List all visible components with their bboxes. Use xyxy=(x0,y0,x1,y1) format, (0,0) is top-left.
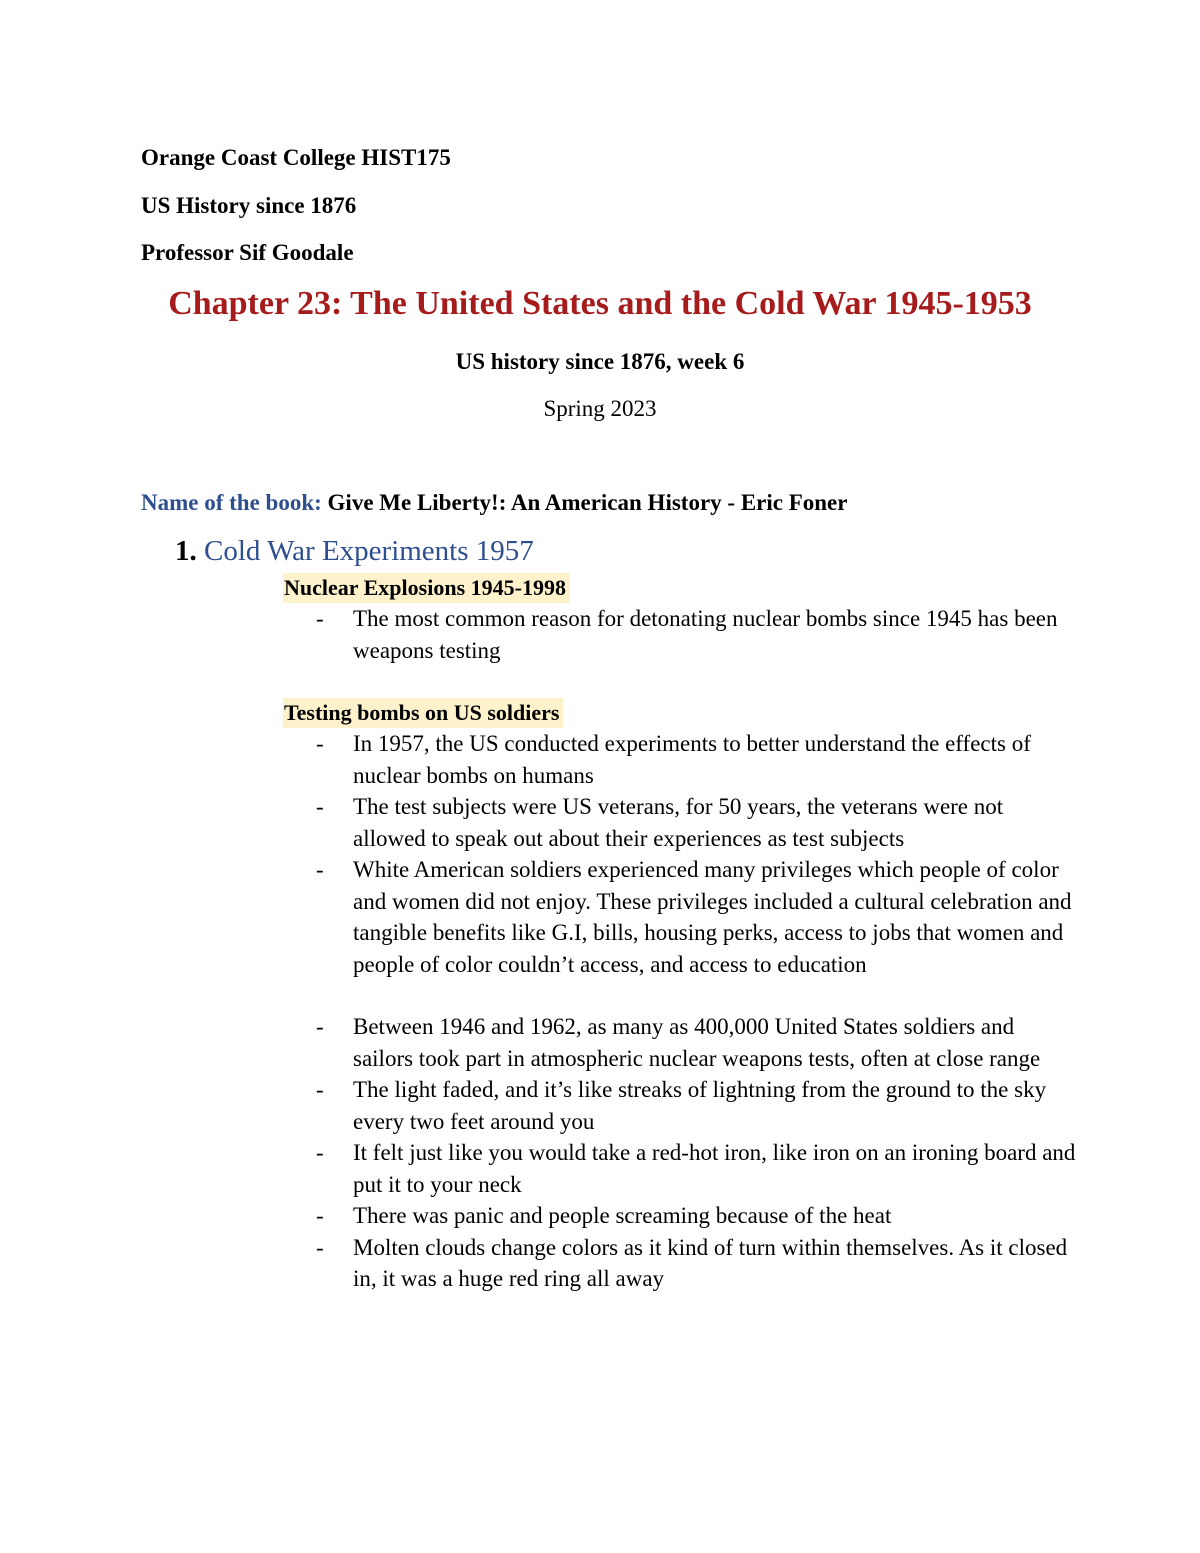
list-item xyxy=(316,1074,1076,1137)
bullet-marker: - xyxy=(316,1140,324,1165)
section-heading xyxy=(175,535,534,568)
term: Spring 2023 xyxy=(543,396,657,421)
list-spacer xyxy=(316,980,1076,1011)
bullet-marker: - xyxy=(316,1234,324,1260)
bullet-marker: - xyxy=(316,1203,324,1228)
list-item xyxy=(316,1011,1076,1074)
week-subtitle: US history since 1876, week 6 xyxy=(455,349,745,374)
bullet-marker: - xyxy=(316,794,324,819)
bullet-marker: - xyxy=(316,1014,324,1039)
list-item xyxy=(316,1200,1076,1232)
book-title: Give Me Liberty!: An American History - Eric Foner xyxy=(327,490,848,515)
list-item xyxy=(316,603,1076,666)
bullet-marker: - xyxy=(316,606,324,631)
list-item-text: Between 1946 and 1962, as many as 400,000 United States soldiers and sailors took part in atmospheric nuclear weapons tests, often at close range xyxy=(353,1014,1041,1071)
subsection-heading-nuclear-explosions: Nuclear Explosions 1945-1998 xyxy=(283,573,570,603)
list-item xyxy=(316,728,1076,791)
book-line xyxy=(141,490,847,516)
list-item-text: The most common reason for detonating nuclear bombs since 1945 has been weapons testing xyxy=(353,606,1058,663)
list-item xyxy=(316,854,1076,980)
book-label: Name of the book: xyxy=(141,490,322,515)
list-item-text: Molten clouds change colors as it kind of turn within themselves. As it closed in, it was a huge red ring all away xyxy=(353,1234,1068,1291)
bullet-marker: - xyxy=(316,731,324,756)
section-title: Cold War Experiments 1957 xyxy=(204,535,534,567)
list-item-text: White American soldiers experienced many privileges which people of color and women did not enjoy. These privileges included a cultural celebration and tangible benefits like G.I, bills, housing perks, access to jobs that women and people of color couldn’t access, and access to education xyxy=(353,857,1072,977)
list-item xyxy=(316,1232,1076,1295)
course-title: US History since 1876 xyxy=(141,193,357,218)
list-item-text: In 1957, the US conducted experiments to better understand the effects of nuclear bombs on humans xyxy=(353,731,1031,788)
list-item-text: The light faded, and it’s like streaks of lightning from the ground to the sky every two feet around you xyxy=(353,1077,1047,1134)
bullet-list-testing-bombs xyxy=(316,728,1076,1295)
section-number: 1. xyxy=(175,535,197,567)
course-name: Orange Coast College HIST175 xyxy=(141,145,451,170)
list-item xyxy=(316,1137,1076,1200)
list-item-text: The test subjects were US veterans, for 50 years, the veterans were not allowed to speak out about their experiences as test subjects xyxy=(353,794,1004,851)
bullet-marker: - xyxy=(316,857,324,882)
list-item-text: There was panic and people screaming because of the heat xyxy=(353,1203,892,1228)
list-item xyxy=(316,791,1076,854)
professor-name: Professor Sif Goodale xyxy=(141,240,354,265)
chapter-title: Chapter 23: The United States and the Cold War 1945-1953 xyxy=(168,285,1032,322)
bullet-marker: - xyxy=(316,1077,324,1102)
list-item-text: It felt just like you would take a red-hot iron, like iron on an ironing board and put it to your neck xyxy=(353,1140,1076,1197)
bullet-list-nuclear-explosions xyxy=(316,603,1076,666)
subsection-heading-testing-bombs: Testing bombs on US soldiers xyxy=(283,698,563,728)
